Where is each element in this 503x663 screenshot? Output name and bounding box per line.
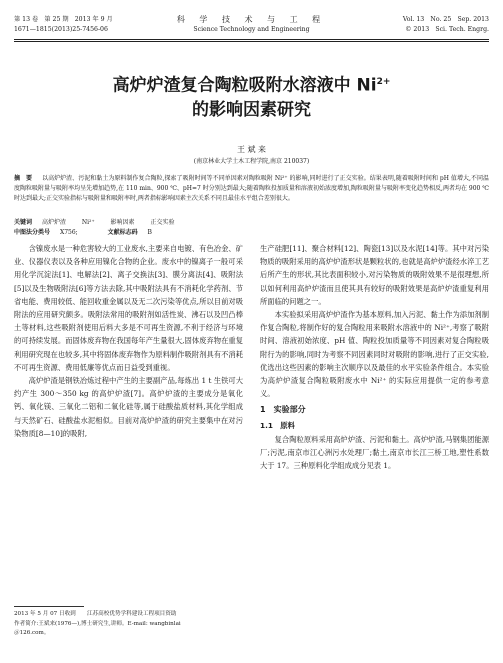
issue-line: 第 13 卷 第 25 期 2013 年 9 月 [14, 16, 113, 23]
doc-code-label: 文献标志码 [107, 229, 138, 236]
keyword-3: 影响因素 [110, 219, 135, 226]
footnote [14, 610, 243, 639]
intro-paragraph-1: 含镍废水是一种危害较大的工业废水,主要来自电镀、有色冶金、矿业、仪器仪表以及各种应用镍化合物的企业。废水中的镍离子一般可采用化学沉淀法[1]、电解法[2]、离子交换法[3]、膜分离法[4]、吸附法[5]以及生物吸附法[6]等方法去除,其中吸附法具有不消耗化学药剂、节省电能、费用较低、能回收重金属以及无二次污染等优点,所以目前对吸附法的应用研究颇多。吸附法常用的吸附剂如活性炭、沸石以及凹凸棒土等材料,这些吸附剂使用后料大多是不可再生资源,不利于经济与环境的可持续发展。而固体废弃物在我国每年产生量很大,固体废弃物在重复利用研究现在也较多,其中将固体废弃物作为原料制作吸附剂具有不消耗不可再生资源、费用低廉等优点而日益受到重视。 [14, 244, 243, 372]
title-superscript: 2+ [376, 77, 391, 87]
subsection-heading-1-1: 1.1 原料 [260, 420, 295, 430]
title-line-2: 的影响因素研究 [192, 99, 311, 120]
paper-title [0, 70, 503, 122]
volume-info [403, 15, 489, 35]
title-line-1: 高炉炉渣复合陶粒吸附水溶液中 $Ni^{2+}$ [112, 75, 391, 96]
abstract-label: 摘 要 [14, 175, 33, 182]
classification [14, 228, 489, 238]
issn-line: 1671—1815(2013)25-7456-06 [14, 26, 108, 33]
journal-name-cn: 科 学 技 术 与 工 程 [176, 15, 327, 24]
author: 王 斌 来 [236, 145, 267, 154]
footnote-received: 2013 年 5 月 07 日收到 江苏高校优势学科建设工程项目资助 [14, 611, 177, 617]
clc-label: 中图法分类号 [14, 229, 51, 236]
materials-paragraph: 复合陶粒原料采用高炉炉渣、污泥和黏土。高炉炉渣,马钢集团能源厂;污泥,南京市江心洲污水处理厂;黏土,南京市长江三桥工地,塑性系数大于 17。三种原料化学组成成分见表 1。 [260, 434, 489, 471]
intro-paragraph-4: 本实验拟采用高炉炉渣作为基本原料,加入污泥、黏土作为添加剂制作复合陶粒,将制作好的复合陶粒用来吸附水溶液中的 Ni²⁺,考察了吸附时间、溶液初始浓度、pH 值、陶粒投加质量等不同因素对复合陶粒吸附行为的影响,同时为考察不同因素同时对吸附的影响,进行了正交实验,优选出这些因素的影响主次顺序以及最佳的水平实验条件组合。本实验为高炉炉渣复合陶粒吸附废水中 Ni²⁺ 的实际应用提供一定的参考意义。 [260, 310, 489, 399]
volume-line: Vol. 13 No. 25 Sep. 2013 [402, 16, 489, 23]
header-rule [14, 39, 489, 40]
doc-code-value: B [147, 229, 152, 236]
left-column [14, 242, 243, 440]
clc-value: X756; [59, 229, 78, 236]
journal-name-en: Science Technology and Engineering [193, 26, 310, 33]
abstract [14, 174, 489, 204]
keyword-4: 正交实验 [150, 219, 175, 226]
footnote-email: ＠126.com。 [14, 630, 50, 636]
right-column [260, 242, 489, 472]
keyword-2: Ni²⁺ [81, 219, 95, 226]
keywords [14, 218, 489, 228]
keywords-label: 关键词 [14, 219, 33, 226]
affiliation: (南京林业大学土木工程学院,南京 210037) [193, 158, 310, 165]
section-heading-1: 1 实验部分 [260, 405, 306, 415]
copyright-line: © 2013 Sci. Tech. Engrg. [405, 26, 489, 33]
header-rule-double [14, 41, 489, 42]
footnote-author-bio: 作者简介:王斌来(1976—),博士研究生,讲师。E-mail: wangbinlai [14, 620, 181, 627]
footnote-rule [14, 606, 84, 607]
intro-paragraph-2: 高炉炉渣是钢铁冶炼过程中产生的主要副产品,每炼出 1 t 生铁可大约产生 300～350 kg 的高炉炉渣[7]。高炉炉渣的主要成分是氧化钙、氧化镁、三氧化二铝和二氧化硅等,属于硅酸盐质材料,其化学组成与天然矿石、硅酸盐水泥相似。目前对高炉炉渣的研究主要集中在对污染物质[8—10]的吸附, [14, 376, 243, 438]
intro-paragraph-3: 生产硅肥[11]、聚合材料[12]、陶瓷[13]以及水泥[14]等。其中对污染物质的吸附采用的高炉炉渣形状是颗粒状的,也就是高炉炉渣经水淬工艺后所产生的形状,其比表面积较小,对污染物质的吸附效果不是很理想,所以如何利用高炉炉渣而且使其具有较好的吸附效果是高炉炉渣重复利用所面临的问题之一。 [260, 244, 489, 306]
abstract-text: 以高炉炉渣、污泥和黏土为原料制作复合陶粒,探索了吸附时间等不同单因素对陶粒吸附 Ni²⁺ 的影响,同时进行了正交实验。结果表明,随着吸附时间和 pH 值增大,不同温度陶粒吸附量与吸附率均呈先增加趋势,在 110 min、900 ℃、pH=7 时分别达到最大;随着陶粒投加质量和溶液初始浓度增加,陶粒吸附量与吸附率变化趋势相反,两者均在 900 ℃ 时达到最大;正交实验指标与吸附量和吸附率时,两者指标影响因素主次关系不同且最佳水平组合差别很大。 [14, 175, 489, 202]
keyword-1: 高炉炉渣 [41, 219, 66, 226]
